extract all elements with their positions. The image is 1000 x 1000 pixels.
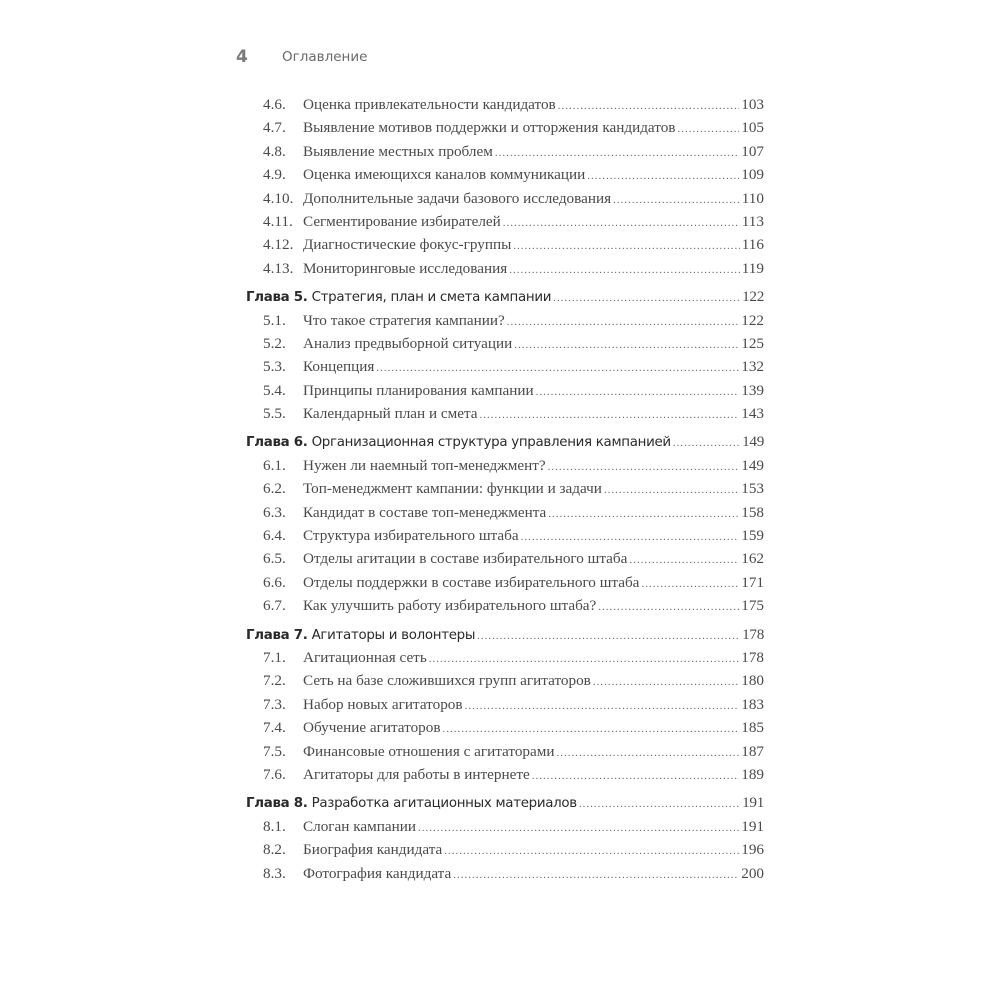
entry-page: 107 — [741, 142, 764, 160]
entry-page: 139 — [741, 381, 764, 399]
toc-entry[interactable] — [246, 524, 764, 547]
entry-title: Выявление мотивов поддержки и отторжения кандидатов — [303, 119, 676, 137]
dot-leader — [444, 840, 739, 863]
dot-leader — [548, 456, 740, 479]
entry-number: 4.13. — [263, 259, 294, 277]
entry-page: 159 — [741, 527, 764, 545]
dot-leader — [629, 549, 739, 572]
dot-leader — [443, 718, 740, 741]
toc-entry[interactable] — [246, 187, 764, 210]
entry-page: 191 — [741, 817, 764, 835]
dot-leader — [641, 573, 739, 596]
dot-leader — [558, 95, 739, 118]
toc-entry[interactable] — [246, 379, 764, 402]
toc-entry[interactable] — [246, 594, 764, 617]
chapter-title: Разработка агитационных материалов — [311, 796, 577, 812]
dot-leader — [507, 311, 740, 334]
dot-leader — [376, 357, 739, 380]
toc-entry[interactable] — [246, 257, 764, 280]
entry-number: 4.6. — [263, 96, 286, 113]
chapter-label: Глава 5. — [246, 290, 308, 306]
dot-leader — [514, 334, 739, 357]
toc-entry[interactable] — [246, 716, 764, 739]
entry-page: 153 — [741, 480, 764, 498]
toc-entry[interactable] — [246, 501, 764, 524]
entry-page: 183 — [741, 695, 764, 713]
chapter-page: 122 — [742, 288, 764, 306]
entry-title: Структура избирательного штаба — [303, 527, 519, 545]
entry-page: 185 — [741, 719, 764, 737]
toc-entry[interactable] — [246, 838, 764, 861]
entry-number: 6.6. — [263, 573, 286, 591]
entry-title: Слоган кампании — [303, 817, 416, 835]
entry-page: 110 — [741, 189, 764, 207]
entry-number: 5.5. — [263, 405, 286, 423]
toc-entry[interactable] — [246, 571, 764, 594]
entry-title: Оценка имеющихся каналов коммуникации — [303, 166, 586, 184]
entry-title: Нужен ли наемный топ-менеджмент? — [303, 456, 546, 474]
page-number: 4 — [236, 47, 248, 67]
entry-title: Сегментирование избирателей — [303, 212, 501, 230]
dot-leader — [477, 625, 740, 648]
entry-page: 132 — [741, 358, 764, 376]
entry-page: 171 — [741, 573, 764, 591]
entry-title: Агитаторы для работы в интернете — [303, 765, 530, 783]
toc-entry[interactable] — [246, 116, 764, 139]
entry-page: 158 — [741, 503, 764, 521]
entry-number: 6.5. — [263, 550, 286, 568]
entry-number: 4.8. — [263, 142, 286, 160]
entry-number: 4.11. — [263, 212, 293, 230]
entry-title: Анализ предвыборной ситуации — [303, 334, 513, 352]
toc-entry[interactable] — [246, 355, 764, 378]
chapter-title: Организационная структура управления кампанией — [311, 435, 671, 451]
toc-entry[interactable] — [246, 763, 764, 786]
entry-number: 4.7. — [263, 119, 286, 137]
dot-leader — [557, 742, 740, 765]
entry-number: 7.4. — [263, 719, 286, 737]
entry-title: Финансовые отношения с агитаторами — [303, 742, 555, 760]
dot-leader — [677, 118, 739, 141]
entry-title: Дополнительные задачи базового исследования — [303, 189, 612, 207]
entry-page: 119 — [741, 259, 764, 277]
entry-page: 143 — [741, 405, 764, 423]
toc-chapter-8[interactable] — [246, 791, 764, 814]
entry-title: Мониторинговые исследования — [303, 259, 508, 277]
entry-number: 5.4. — [263, 381, 286, 399]
entry-number: 5.2. — [263, 334, 286, 352]
entry-page: 109 — [741, 166, 764, 184]
dot-leader — [579, 793, 740, 816]
toc-entry[interactable] — [246, 309, 764, 332]
entry-number: 4.12. — [263, 236, 294, 254]
entry-title: Отделы агитации в составе избирательного штаба — [303, 550, 628, 568]
entry-title: Оценка привлекательности кандидатов — [303, 96, 556, 113]
entry-number: 6.4. — [263, 527, 286, 545]
entry-page: 196 — [741, 841, 764, 859]
entry-page: 122 — [741, 311, 764, 329]
entry-title: Выявление местных проблем — [303, 142, 493, 160]
entry-title: Набор новых агитаторов — [303, 695, 463, 713]
entry-title: Биография кандидата — [303, 841, 443, 859]
entry-title: Фотография кандидата — [303, 864, 452, 882]
toc-entry[interactable] — [246, 93, 764, 116]
toc-entry[interactable] — [246, 402, 764, 425]
entry-title: Сеть на базе сложившихся групп агитаторов — [303, 672, 591, 690]
toc-chapter-5[interactable] — [246, 285, 764, 308]
toc-entry[interactable] — [246, 332, 764, 355]
dot-leader — [536, 381, 740, 404]
toc-entry[interactable] — [246, 140, 764, 163]
toc-entry[interactable] — [246, 477, 764, 500]
dot-leader — [465, 695, 740, 718]
entry-page: 113 — [741, 212, 764, 230]
chapter-label: Глава 7. — [246, 627, 308, 643]
entry-number: 7.2. — [263, 672, 286, 690]
toc-entry[interactable] — [246, 669, 764, 692]
chapter-page: 149 — [742, 433, 764, 451]
entry-number: 8.2. — [263, 841, 286, 859]
entry-number: 7.3. — [263, 695, 286, 713]
entry-number: 6.2. — [263, 480, 286, 498]
entry-number: 4.10. — [263, 189, 294, 207]
entry-page: 175 — [741, 597, 764, 615]
dot-leader — [598, 596, 739, 619]
dot-leader — [453, 864, 739, 887]
toc-entry[interactable] — [246, 163, 764, 186]
toc-chapter-6[interactable] — [246, 430, 764, 453]
entry-title: Топ-менеджмент кампании: функции и задачи — [303, 480, 602, 498]
entry-number: 7.5. — [263, 742, 286, 760]
dot-leader — [521, 526, 740, 549]
entry-page: 189 — [741, 765, 764, 783]
entry-page: 116 — [741, 236, 764, 254]
toc-entry[interactable] — [246, 210, 764, 233]
toc-chapter-7[interactable] — [246, 623, 764, 646]
toc-entry[interactable] — [246, 547, 764, 570]
entry-title: Отделы поддержки в составе избирательного штаба — [303, 573, 640, 591]
entry-title: Что такое стратегия кампании? — [303, 311, 505, 329]
chapter-title: Агитаторы и волонтеры — [311, 627, 476, 643]
entry-number: 6.7. — [263, 597, 286, 615]
toc-entry[interactable] — [246, 454, 764, 477]
chapter-label: Глава 6. — [246, 435, 308, 451]
dot-leader — [593, 671, 739, 694]
dot-leader — [513, 235, 740, 258]
dot-leader — [495, 142, 739, 165]
toc-entry[interactable] — [246, 815, 764, 838]
dot-leader — [548, 503, 739, 526]
entry-number: 5.1. — [263, 311, 286, 329]
running-title: Оглавление — [282, 49, 368, 65]
entry-number: 4.9. — [263, 166, 286, 184]
dot-leader — [553, 287, 740, 310]
entry-page: 178 — [741, 648, 764, 666]
entry-page: 187 — [741, 742, 764, 760]
entry-page: 162 — [741, 550, 764, 568]
dot-leader — [604, 479, 739, 502]
entry-title: Как улучшить работу избирательного штаба? — [303, 597, 597, 615]
entry-number: 6.1. — [263, 456, 286, 474]
toc-entry[interactable] — [246, 740, 764, 763]
chapter-page: 178 — [742, 625, 764, 643]
entry-number: 8.1. — [263, 817, 286, 835]
chapter-title: Стратегия, план и смета кампании — [311, 290, 552, 306]
table-of-contents — [246, 93, 764, 885]
entry-title: Кандидат в составе топ-менеджмента — [303, 503, 547, 521]
entry-number: 6.3. — [263, 503, 286, 521]
toc-entry[interactable] — [246, 646, 764, 669]
entry-page: 149 — [741, 456, 764, 474]
entry-title: Обучение агитаторов — [303, 719, 441, 737]
chapter-page: 191 — [742, 794, 764, 812]
entry-page: 105 — [741, 119, 764, 137]
entry-number: 7.1. — [263, 648, 286, 666]
dot-leader — [613, 189, 740, 212]
entry-page: 200 — [741, 864, 764, 882]
toc-entry[interactable] — [246, 233, 764, 256]
entry-page: 125 — [741, 334, 764, 352]
entry-number: 7.6. — [263, 765, 286, 783]
page-header — [236, 46, 367, 68]
toc-entry[interactable] — [246, 862, 764, 885]
entry-page: 180 — [741, 672, 764, 690]
entry-title: Диагностические фокус-группы — [303, 236, 512, 254]
dot-leader — [532, 765, 739, 788]
dot-leader — [418, 817, 739, 840]
entry-title: Календарный план и смета — [303, 405, 478, 423]
entry-title: Концепция — [303, 358, 375, 376]
dot-leader — [503, 212, 740, 235]
dot-leader — [673, 432, 740, 455]
dot-leader — [587, 165, 739, 188]
chapter-label: Глава 8. — [246, 796, 308, 812]
toc-entry[interactable] — [246, 693, 764, 716]
dot-leader — [509, 259, 740, 282]
dot-leader — [480, 404, 740, 427]
entry-title: Агитационная сеть — [303, 648, 427, 666]
entry-number: 5.3. — [263, 358, 286, 376]
dot-leader — [429, 648, 739, 671]
entry-number: 8.3. — [263, 864, 286, 882]
entry-page: 103 — [741, 96, 764, 113]
entry-title: Принципы планирования кампании — [303, 381, 534, 399]
